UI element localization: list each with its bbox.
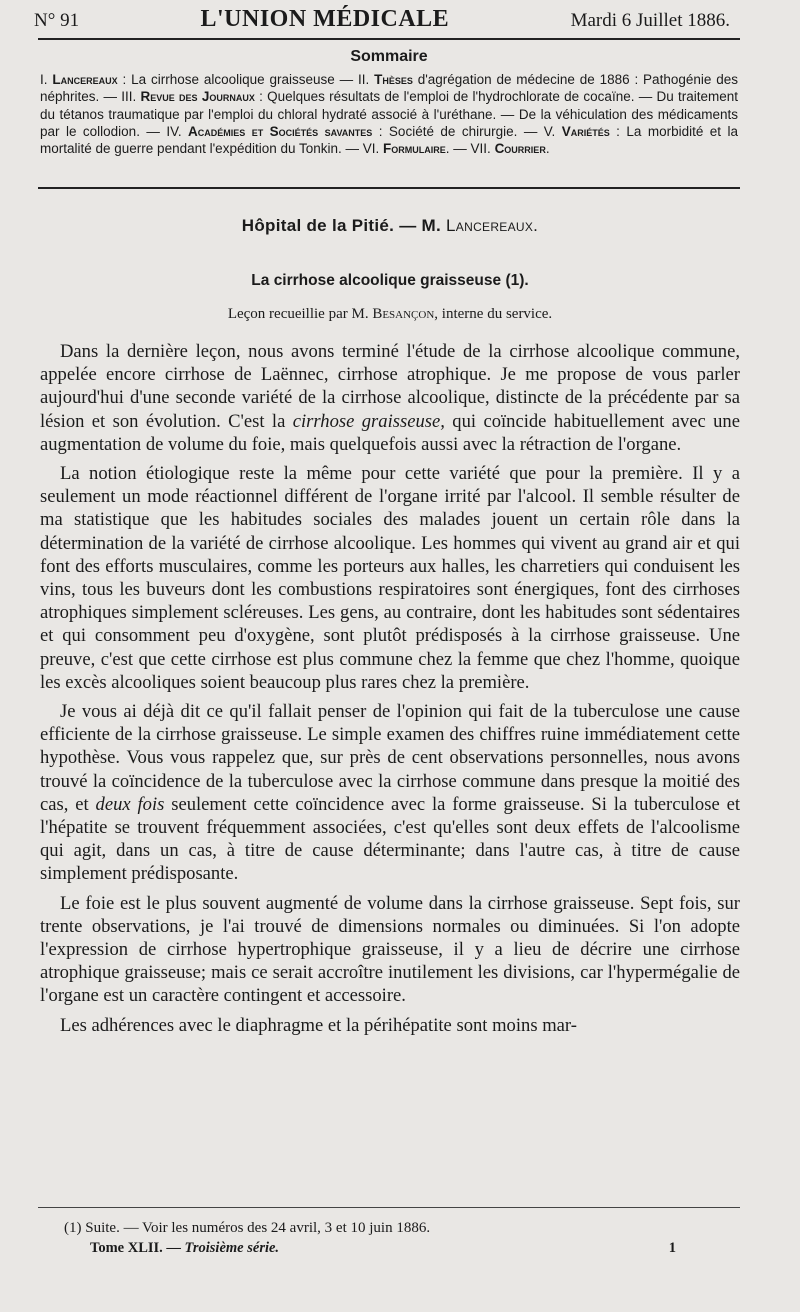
text-run: : La morbidité et la mortalité de guerre pendant l'expédition du Tonkin. — VI.	[40, 123, 738, 157]
lecture-credit	[40, 306, 740, 323]
text-run: qui coïncide habituellement avec une augmentation de volume du foie, mais quelquefois aussi avec la rétraction de l'organe.	[40, 410, 740, 455]
article-paragraph	[40, 462, 740, 694]
issue-number: N° 91	[34, 10, 80, 31]
small-caps-heading: Académies et Sociétés savantes	[188, 123, 373, 139]
page-number: 1	[668, 1240, 676, 1256]
text-run: : La cirrhose alcoolique graisseuse — II.	[117, 72, 375, 87]
text-run: Dans la dernière leçon, nous avons terminé l'étude de la cirrhose alcoolique commune, appelée encore cirrhose de Laënnec, cirrhose atrophique. Je me propose de vous parler aujourd'hui d'une seconde variété de la cirrhose alcoolique, distincte de la précédente par sa lésion et son évolution. C'est la	[40, 341, 740, 432]
issue-date: Mardi 6 Juillet 1886.	[570, 10, 730, 31]
lecture-title	[40, 272, 740, 290]
article-paragraph	[40, 1014, 740, 1037]
hospital-heading-prefix: Hôpital de la Pitié. — M.	[241, 216, 447, 235]
article-paragraph	[40, 340, 740, 456]
lecture-title-text: La cirrhose alcoolique graisseuse	[251, 272, 502, 289]
summary-section	[40, 48, 738, 157]
text-run: : Société de chirurgie. — V.	[372, 123, 562, 139]
footnote-reference: (1).	[505, 272, 529, 289]
text-run: . — VII.	[445, 141, 495, 157]
credit-suffix: , interne du service.	[434, 306, 553, 322]
text-run: d'agrégation de médecine de 1886 : Pathogénie des néphrites. — III.	[40, 72, 738, 105]
article-body	[40, 340, 740, 1037]
footnote-divider	[38, 1207, 740, 1208]
italic-emphasis: cirrhose graisseuse,	[292, 410, 445, 432]
text-run: Je vous ai déjà dit ce qu'il fallait penser de l'opinion qui fait de la tuberculose une cause efficiente de la cirrhose graisseuse. Le simple examen des chiffres ruine immédiatement cette hypothèse. Vous vous rappelez que, sur près de cent observations personnelles, nous avons trouvé la coïncidence de la tuberculose avec la cirrhose commune dans presque la moitié des cas, et	[40, 701, 740, 815]
text-run: Le foie est le plus souvent augmenté de volume dans la cirrhose graisseuse. Sept fois, sur trente observations, je l'ai trouvé de dimensions normales ou diminuées. Si l'on adopte l'expression de cirrhose hypertrophique graisseuse, il y a lieu de décrire une cirrhose atrophique graisseuse; mais ce serait accroître inutilement les divisions, car l'hypermégalie de l'organe est un caractère contingent et accessoire.	[40, 892, 740, 1007]
text-run: : Quelques résultats de l'emploi de l'hydrochlorate de cocaïne. — Du traitement du tétanos traumatique par l'emploi du chloral hydraté associé à l'uréthane. — De la véhiculation des médicaments par le collodion. — IV.	[40, 89, 738, 139]
small-caps-heading: Formulaire	[383, 141, 446, 157]
small-caps-heading: Variétés	[561, 123, 610, 139]
small-caps-heading: Thèses	[374, 72, 413, 87]
hospital-heading	[40, 216, 740, 236]
series-label: Troisième série.	[184, 1240, 280, 1256]
summary-text	[40, 71, 738, 157]
intern-name: Besançon	[372, 306, 435, 322]
article-paragraph	[40, 700, 740, 886]
footnote: (1) Suite. — Voir les numéros des 24 avril, 3 et 10 juin 1886.	[64, 1220, 431, 1236]
text-run: Les adhérences avec le diaphragme et la périhépatite sont moins mar-	[60, 1014, 577, 1036]
small-caps-heading: Lancereaux	[52, 72, 118, 87]
text-run: seulement cette coïncidence avec la forme graisseuse. Si la tuberculose et l'hépatite se trouvent fréquemment associées, c'est qu'elles sont deux effets de l'alcoolisme qui agit, dans un cas, à titre de cause déterminante; dans l'autre cas, à titre de cause simplement prédisposante.	[40, 793, 740, 885]
text-run: I.	[40, 72, 53, 87]
volume-number: Tome XLII.	[90, 1240, 163, 1256]
italic-emphasis: deux fois	[95, 793, 165, 815]
summary-title: Sommaire	[350, 48, 428, 65]
page-footer	[90, 1240, 676, 1257]
small-caps-heading: Revue des Journaux	[140, 89, 255, 105]
text-run: La notion étiologique reste la même pour cette variété que pour la première. Il y a seulement un mode réactionnel différent de l'organe irrité par l'alcool. Il semble résulter de ma statistique que les habitudes sociales des malades jouent un certain rôle dans la détermination de la variété de cirrhose alcoolique. Les hommes qui vivent au grand air et qui font des efforts musculaires, comme les porteurs aux halles, les charretiers qui conduisent les vins, tous les buveurs dont les combustions respiratoires sont énergiques, font des cirrhoses atrophiques simplement scléreuses. Les gens, au contraire, dont les habitudes sont sédentaires et qui consomment peu d'oxygène, sont plutôt prédisposés à la cirrhose graisseuse. Une preuve, c'est que cette cirrhose est plus commune chez la femme que chez l'homme, quoique les excès alcooliques soient beaucoup plus rares chez la première.	[40, 463, 740, 693]
small-caps-heading: Courrier	[494, 141, 546, 157]
text-run: .	[545, 141, 550, 157]
masthead-divider	[38, 38, 740, 40]
masthead	[34, 6, 730, 36]
journal-title: L'UNION MÉDICALE	[200, 6, 450, 32]
lecturer-name: Lancereaux.	[446, 216, 539, 235]
credit-prefix: Leçon recueillie par M.	[227, 306, 373, 322]
volume-info: Tome XLII. — Troisième série.	[90, 1240, 280, 1256]
article-paragraph	[40, 892, 740, 1008]
summary-divider	[38, 187, 740, 189]
